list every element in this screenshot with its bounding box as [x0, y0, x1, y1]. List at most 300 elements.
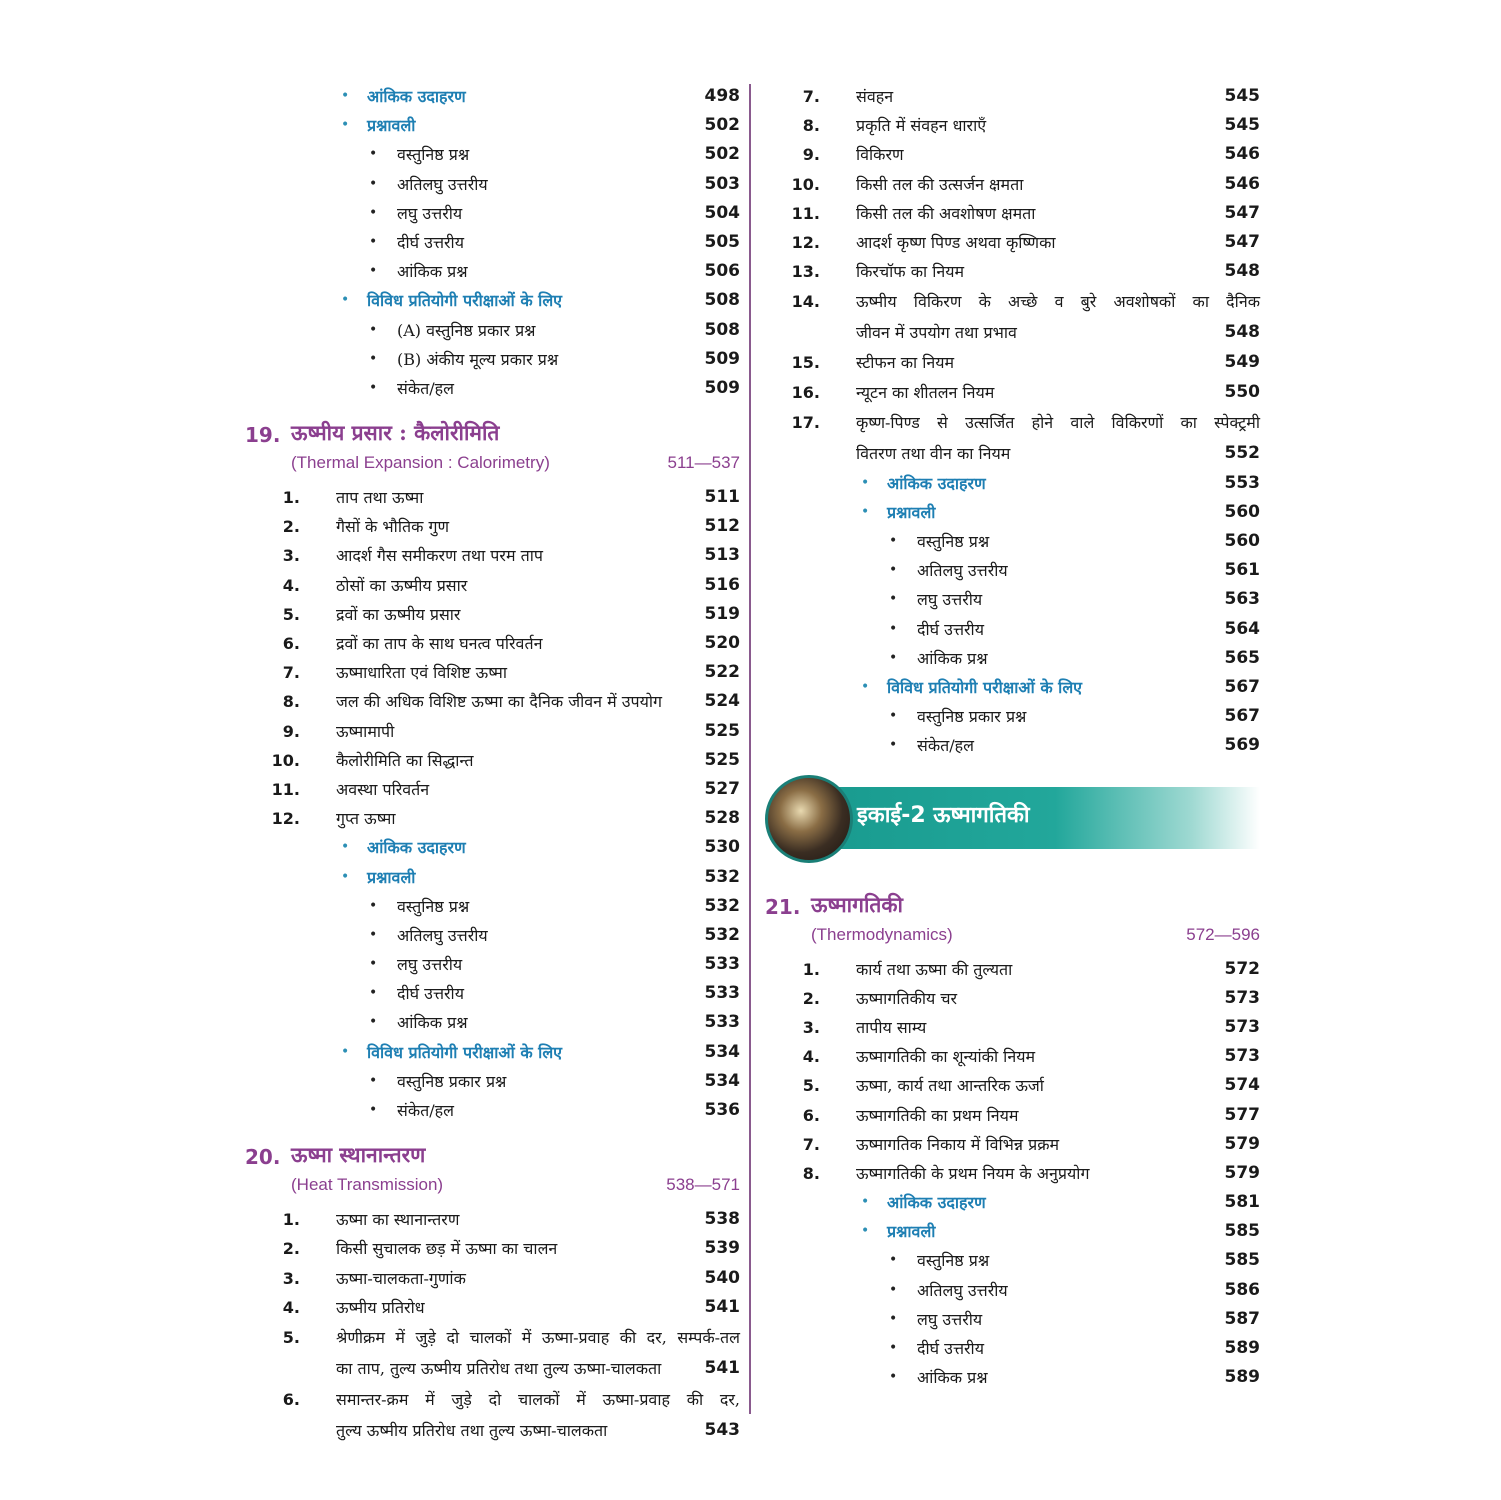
- chapter-title: ऊष्मा स्थानान्तरण: [291, 1142, 426, 1168]
- entry-number: 2.: [802, 988, 820, 1008]
- spacer: [245, 403, 740, 419]
- entry-page: 579: [1224, 1162, 1260, 1183]
- entry-title: कैलोरीमिति का सिद्धान्त: [336, 750, 474, 770]
- toc-entry[interactable]: [245, 1293, 740, 1322]
- toc-subitem[interactable]: [245, 257, 740, 286]
- toc-entry[interactable]: [765, 378, 1260, 407]
- entry-title-line2: का ताप, तुल्य ऊष्मीय प्रतिरोध तथा तुल्य ऊष्मा-चालकता: [336, 1358, 662, 1378]
- entry-number: 16.: [791, 382, 820, 402]
- entry-page: 546: [1224, 173, 1260, 194]
- bullet-icon: •: [889, 649, 898, 666]
- toc-subitem[interactable]: [765, 1246, 1260, 1275]
- entry-title: लघु उत्तरीय: [397, 955, 463, 975]
- entry-title: गैसों के भौतिक गुण: [336, 517, 450, 537]
- bullet-icon: •: [861, 1223, 870, 1240]
- entry-title: विविध प्रतियोगी परीक्षाओं के लिए: [887, 678, 1083, 697]
- entry-title: वस्तुनिष्ठ प्रश्न: [397, 896, 470, 916]
- entry-page: 564: [1224, 618, 1260, 639]
- entry-title: आंकिक उदाहरण: [367, 87, 466, 106]
- bullet-icon: •: [889, 533, 898, 550]
- entry-page: 560: [1224, 501, 1260, 522]
- entry-page: 525: [704, 720, 740, 741]
- toc-entry[interactable]: [765, 82, 1260, 111]
- entry-number: 17.: [791, 412, 820, 432]
- toc-entry[interactable]: [765, 111, 1260, 140]
- chapter-heading[interactable]: [765, 891, 1260, 955]
- bullet-icon: •: [369, 985, 378, 1002]
- entry-page: 577: [1224, 1104, 1260, 1125]
- entry-page: 541: [704, 1296, 740, 1317]
- entry-page: 534: [704, 1070, 740, 1091]
- entry-number: 5.: [802, 1076, 820, 1096]
- entry-page: 581: [1224, 1192, 1260, 1213]
- toc-entry[interactable]: [765, 140, 1260, 169]
- entry-title: द्रवों का ताप के साथ घनत्व परिवर्तन: [336, 634, 543, 653]
- entry-title: विविध प्रतियोगी परीक्षाओं के लिए: [367, 1042, 563, 1062]
- spacer: [765, 875, 1260, 891]
- entry-page: 550: [1224, 381, 1260, 402]
- chapter-page-range: 572—596: [1186, 924, 1260, 944]
- toc-entry[interactable]: [765, 1013, 1260, 1042]
- entry-title: दीर्घ उत्तरीय: [397, 984, 464, 1004]
- chapter-subtitle: (Thermodynamics): [811, 924, 953, 944]
- entry-page: 573: [1224, 1016, 1260, 1037]
- entry-number: 6.: [282, 1389, 300, 1409]
- bullet-icon: •: [369, 233, 378, 250]
- toc-entry[interactable]: [245, 717, 740, 746]
- entry-title: ऊष्मागतिकीय चर: [856, 988, 958, 1008]
- toc-subitem[interactable]: [765, 731, 1260, 760]
- entry-title-line1: ऊष्मीय विकिरण के अच्छे व बुरे अवशोषकों का दैनिक: [856, 292, 1260, 312]
- entry-page: 541: [704, 1357, 740, 1378]
- entry-page: 506: [704, 261, 740, 282]
- entry-page: 585: [1224, 1250, 1260, 1271]
- unit-title: इकाई-2 ऊष्मागतिकी: [857, 802, 1030, 828]
- entry-title: किसी सुचालक छड़ में ऊष्मा का चालन: [336, 1239, 558, 1259]
- entry-number: 7.: [282, 663, 300, 683]
- toc-subitem[interactable]: [765, 644, 1260, 673]
- entry-number: 2.: [282, 1239, 300, 1259]
- entry-page: 532: [704, 866, 740, 887]
- bullet-icon: •: [889, 591, 898, 608]
- bullet-icon: •: [369, 926, 378, 943]
- toc-entry[interactable]: [765, 407, 1260, 469]
- entry-title: आंकिक उदाहरण: [887, 1193, 986, 1213]
- entry-title: प्रश्नावली: [367, 116, 416, 136]
- bullet-icon: •: [369, 379, 378, 396]
- entry-number: 8.: [802, 1163, 820, 1183]
- entry-title: जल की अधिक विशिष्ट ऊष्मा का दैनिक जीवन में उपयोग: [336, 692, 663, 712]
- entry-title: लघु उत्तरीय: [917, 1309, 983, 1329]
- entry-number: 11.: [791, 203, 820, 223]
- toc-entry[interactable]: [245, 658, 740, 687]
- bullet-icon: •: [889, 737, 898, 754]
- entry-number: 11.: [271, 779, 300, 799]
- toc-entry[interactable]: [765, 228, 1260, 257]
- bullet-icon: •: [889, 708, 898, 725]
- entry-page: 552: [1224, 442, 1260, 463]
- entry-title: दीर्घ उत्तरीय: [917, 619, 984, 639]
- toc-entry[interactable]: [245, 629, 740, 658]
- toc-subitem[interactable]: [245, 950, 740, 979]
- entry-title: आदर्श गैस समीकरण तथा परम ताप: [336, 546, 543, 566]
- bullet-icon: •: [861, 474, 870, 491]
- entry-title-line1: समान्तर-क्रम में जुड़े दो चालकों में ऊष्मा-प्रवाह की दर,: [336, 1389, 740, 1409]
- entry-title: वस्तुनिष्ठ प्रकार प्रश्न: [917, 707, 1027, 727]
- entry-number: 3.: [282, 1268, 300, 1288]
- entry-title: अतिलघु उत्तरीय: [397, 174, 488, 194]
- entry-page: 530: [704, 837, 740, 858]
- entry-page: 498: [704, 86, 740, 106]
- toc-subitem[interactable]: [765, 702, 1260, 731]
- toc-subitem[interactable]: [765, 556, 1260, 585]
- entry-title: कार्य तथा ऊष्मा की तुल्यता: [856, 959, 1013, 979]
- entry-page: 509: [704, 377, 740, 398]
- toc-entry[interactable]: [245, 600, 740, 629]
- spacer: [245, 1125, 740, 1141]
- entry-title: दीर्घ उत्तरीय: [917, 1339, 984, 1358]
- entry-page: 539: [704, 1238, 740, 1259]
- bullet-icon: •: [369, 1102, 378, 1118]
- toc-entry[interactable]: [245, 775, 740, 804]
- entry-number: 7.: [802, 1134, 820, 1154]
- toc-entry[interactable]: [765, 1159, 1260, 1188]
- entry-title: ऊष्मागतिकी का शून्यांकी नियम: [856, 1047, 1036, 1067]
- toc-subitem[interactable]: [765, 1363, 1260, 1392]
- bullet-icon: •: [889, 1340, 898, 1356]
- entry-page: 533: [704, 954, 740, 975]
- bullet-icon: •: [861, 679, 870, 695]
- chapter-page-range: 538—571: [666, 1175, 740, 1195]
- entry-title: आंकिक उदाहरण: [367, 838, 466, 858]
- entry-page: 586: [1224, 1279, 1260, 1300]
- bullet-icon: •: [369, 1014, 378, 1031]
- toc-entry[interactable]: [765, 170, 1260, 199]
- entry-page: 533: [704, 1012, 740, 1033]
- bullet-icon: •: [369, 897, 378, 914]
- toc-subitem[interactable]: [245, 1096, 740, 1125]
- entry-page: 561: [1224, 560, 1260, 581]
- toc-entry[interactable]: [765, 199, 1260, 228]
- entry-title: संवहन: [856, 87, 894, 106]
- entry-title: द्रवों का ऊष्मीय प्रसार: [336, 604, 461, 624]
- entry-page: 546: [1224, 144, 1260, 165]
- toc-entry[interactable]: [765, 1101, 1260, 1130]
- entry-title: अतिलघु उत्तरीय: [917, 561, 1008, 581]
- entry-page: 532: [704, 895, 740, 916]
- bullet-icon: •: [341, 839, 350, 856]
- entry-title: विकिरण: [856, 145, 904, 165]
- entry-number: 9.: [802, 145, 820, 165]
- bullet-icon: •: [341, 1043, 350, 1060]
- entry-page: 513: [704, 545, 740, 566]
- entry-title: अतिलघु उत्तरीय: [397, 925, 488, 945]
- entry-page: 525: [704, 749, 740, 770]
- entry-number: 13.: [791, 262, 820, 282]
- entry-title: ऊष्मागतिक निकाय में विभिन्न प्रक्रम: [856, 1134, 1060, 1154]
- entry-number: 7.: [802, 87, 820, 106]
- chapter-title: ऊष्मीय प्रसार : कैलोरीमिति: [291, 420, 500, 446]
- toc-entry[interactable]: [245, 746, 740, 775]
- entry-page: 585: [1224, 1221, 1260, 1242]
- chapter-number: 20.: [245, 1145, 281, 1170]
- toc-subitem[interactable]: [765, 1276, 1260, 1305]
- entry-title: संकेत/हल: [397, 1101, 454, 1120]
- entry-page: 545: [1224, 86, 1260, 106]
- toc-entry[interactable]: [245, 1205, 740, 1234]
- entry-page: 504: [704, 202, 740, 223]
- toc-entry[interactable]: [245, 1384, 740, 1446]
- toc-entry[interactable]: [245, 1264, 740, 1293]
- toc-right-column: [765, 82, 1260, 1392]
- entry-page: 505: [704, 231, 740, 252]
- entry-page: 527: [704, 778, 740, 799]
- toc-entry[interactable]: [765, 1071, 1260, 1100]
- entry-page: 567: [1224, 706, 1260, 727]
- entry-title: प्रश्नावली: [887, 1222, 936, 1242]
- entry-page: 548: [1224, 261, 1260, 282]
- toc-left-column: [245, 82, 740, 1446]
- entry-title: प्रश्नावली: [367, 867, 416, 887]
- entry-page: 508: [704, 290, 740, 311]
- chapter-page-range: 511—537: [667, 453, 740, 473]
- entry-title: ऊष्मा-चालकता-गुणांक: [336, 1268, 466, 1288]
- toc-entry[interactable]: [245, 483, 740, 512]
- entry-number: 5.: [282, 1327, 300, 1347]
- entry-number: 8.: [282, 692, 300, 712]
- entry-title: ऊष्मामापी: [336, 721, 395, 741]
- entry-title: वस्तुनिष्ठ प्रश्न: [917, 1251, 990, 1271]
- bullet-icon: •: [369, 204, 378, 221]
- entry-page: 589: [1224, 1367, 1260, 1388]
- chapter-subtitle: (Thermal Expansion : Calorimetry): [291, 453, 550, 473]
- entry-page: 572: [1224, 958, 1260, 979]
- toc-subitem[interactable]: [765, 527, 1260, 556]
- chapter-number: 19.: [245, 423, 281, 448]
- entry-title: आंकिक प्रश्न: [917, 1368, 988, 1388]
- chapter-heading[interactable]: [245, 1141, 740, 1205]
- toc-subitem[interactable]: [245, 979, 740, 1008]
- entry-title: वस्तुनिष्ठ प्रश्न: [917, 532, 990, 552]
- toc-subitem[interactable]: [245, 1067, 740, 1096]
- entry-title: आंकिक उदाहरण: [887, 473, 986, 493]
- column-divider: [749, 84, 751, 1414]
- entry-page: 547: [1224, 231, 1260, 252]
- bullet-icon: •: [369, 1072, 378, 1089]
- entry-page: 543: [704, 1419, 740, 1440]
- toc-subitem[interactable]: [245, 892, 740, 921]
- entry-page: 545: [1224, 115, 1260, 136]
- entry-number: 10.: [271, 750, 300, 770]
- toc-entry[interactable]: [765, 984, 1260, 1013]
- entry-title: गुप्त ऊष्मा: [336, 809, 396, 829]
- bullet-icon: •: [861, 503, 870, 520]
- bullet-icon: •: [889, 1310, 898, 1327]
- bullet-icon: •: [341, 88, 350, 104]
- entry-number: 1.: [282, 1210, 300, 1230]
- entry-title: वस्तुनिष्ठ प्रश्न: [397, 145, 470, 165]
- entry-title-line2: तुल्य ऊष्मीय प्रतिरोध तथा तुल्य ऊष्मा-चालकता: [336, 1420, 608, 1440]
- entry-title: ऊष्मा, कार्य तथा आन्तरिक ऊर्जा: [856, 1076, 1044, 1096]
- entry-page: 540: [704, 1267, 740, 1288]
- entry-title: ताप तथा ऊष्मा: [336, 488, 424, 508]
- entry-title: आंकिक प्रश्न: [397, 262, 468, 282]
- toc-subitem[interactable]: [245, 921, 740, 950]
- bullet-icon: •: [369, 146, 378, 163]
- entry-title: किरचॉफ का नियम: [856, 262, 965, 282]
- entry-page: 587: [1224, 1308, 1260, 1329]
- entry-page: 524: [704, 691, 740, 712]
- entry-page: 528: [704, 808, 740, 829]
- toc-entry[interactable]: [765, 1130, 1260, 1159]
- entry-title: ऊष्मा का स्थानान्तरण: [336, 1210, 460, 1230]
- toc-entry[interactable]: [765, 1042, 1260, 1071]
- entry-number: 4.: [802, 1047, 820, 1067]
- bullet-icon: •: [369, 263, 378, 280]
- entry-title: न्यूटन का शीतलन नियम: [856, 382, 995, 402]
- entry-page: 536: [704, 1100, 740, 1120]
- bullet-icon: •: [369, 321, 378, 338]
- toc-subitem[interactable]: [245, 316, 740, 345]
- entry-page: 511: [704, 487, 740, 508]
- entry-number: 2.: [282, 517, 300, 537]
- entry-page: 589: [1224, 1338, 1260, 1358]
- toc-entry[interactable]: [245, 571, 740, 600]
- entry-title: लघु उत्तरीय: [397, 203, 463, 223]
- entry-page: 519: [704, 603, 740, 624]
- toc-subsection[interactable]: [765, 673, 1260, 702]
- entry-number: 1.: [802, 959, 820, 979]
- bullet-icon: •: [341, 292, 350, 309]
- entry-title: किसी तल की उत्सर्जन क्षमता: [856, 174, 1024, 194]
- toc-entry[interactable]: [245, 512, 740, 541]
- entry-page: 509: [704, 348, 740, 369]
- bullet-icon: •: [889, 1252, 898, 1269]
- entry-title: ठोसों का ऊष्मीय प्रसार: [336, 575, 468, 595]
- entry-page: 549: [1224, 352, 1260, 373]
- toc-subsection[interactable]: [245, 863, 740, 892]
- entry-title: ऊष्मागतिकी के प्रथम नियम के अनुप्रयोग: [856, 1163, 1090, 1183]
- toc-entry[interactable]: [765, 348, 1260, 377]
- entry-title: ऊष्मागतिकी का प्रथम नियम: [856, 1105, 1019, 1125]
- toc-subitem[interactable]: [245, 1008, 740, 1037]
- toc-entry[interactable]: [245, 687, 740, 716]
- bullet-icon: •: [341, 868, 350, 885]
- entry-title-line1: श्रेणीक्रम में जुड़े दो चालकों में ऊष्मा-प्रवाह की दर, सम्पर्क-तल: [336, 1327, 740, 1347]
- toc-subitem[interactable]: [245, 170, 740, 199]
- entry-title-line2: वितरण तथा वीन का नियम: [856, 443, 1011, 463]
- toc-subitem[interactable]: [245, 140, 740, 169]
- toc-subitem[interactable]: [765, 585, 1260, 614]
- toc-subitem[interactable]: [765, 1305, 1260, 1334]
- entry-number: 12.: [791, 232, 820, 252]
- entry-page: 522: [704, 662, 740, 683]
- toc-subsection[interactable]: [765, 1217, 1260, 1246]
- entry-number: 6.: [282, 634, 300, 653]
- entry-title: विविध प्रतियोगी परीक्षाओं के लिए: [367, 291, 563, 311]
- entry-title: वस्तुनिष्ठ प्रकार प्रश्न: [397, 1071, 507, 1091]
- entry-page: 508: [704, 319, 740, 340]
- toc-subsection[interactable]: [765, 469, 1260, 498]
- toc-entry[interactable]: [765, 257, 1260, 286]
- entry-page: 565: [1224, 647, 1260, 668]
- toc-subsection[interactable]: [245, 833, 740, 862]
- toc-entry[interactable]: [765, 286, 1260, 348]
- entry-number: 15.: [791, 353, 820, 373]
- entry-page: 538: [704, 1209, 740, 1230]
- entry-page: 574: [1224, 1075, 1260, 1096]
- toc-subitem[interactable]: [245, 228, 740, 257]
- toc-subsection[interactable]: [245, 82, 740, 111]
- entry-title: किसी तल की अवशोषण क्षमता: [856, 203, 1036, 223]
- entry-page: 548: [1224, 322, 1260, 343]
- bullet-icon: •: [341, 117, 350, 134]
- bullet-icon: •: [369, 350, 378, 367]
- toc-subsection[interactable]: [245, 1038, 740, 1067]
- entry-page: 567: [1224, 677, 1260, 697]
- entry-title: अतिलघु उत्तरीय: [917, 1280, 1008, 1300]
- toc-subsection[interactable]: [765, 1188, 1260, 1217]
- entry-title: स्टीफन का नियम: [856, 353, 955, 373]
- toc-subitem[interactable]: [245, 374, 740, 403]
- entry-number: 6.: [802, 1105, 820, 1125]
- chapter-title: ऊष्मागतिकी: [811, 891, 903, 917]
- chapter-heading[interactable]: [245, 419, 740, 483]
- entry-page: 553: [1224, 472, 1260, 493]
- entry-title-line2: जीवन में उपयोग तथा प्रभाव: [856, 323, 1017, 343]
- toc-subitem[interactable]: [245, 199, 740, 228]
- toc-entry[interactable]: [245, 541, 740, 570]
- bullet-icon: •: [889, 1369, 898, 1386]
- entry-page: 573: [1224, 987, 1260, 1008]
- bullet-icon: •: [861, 1194, 870, 1211]
- entry-number: 12.: [271, 809, 300, 829]
- toc-subitem[interactable]: [765, 1334, 1260, 1363]
- bullet-icon: •: [889, 1281, 898, 1298]
- toc-subsection[interactable]: [245, 286, 740, 315]
- entry-page: 520: [704, 633, 740, 653]
- toc-subitem[interactable]: [765, 615, 1260, 644]
- entry-number: 3.: [802, 1017, 820, 1037]
- toc-entry[interactable]: [245, 1322, 740, 1384]
- entry-title: ऊष्माधारिता एवं विशिष्ट ऊष्मा: [336, 663, 508, 683]
- entry-number: 9.: [282, 721, 300, 741]
- toc-subsection[interactable]: [765, 498, 1260, 527]
- entry-title: संकेत/हल: [917, 736, 974, 756]
- toc-subsection[interactable]: [245, 111, 740, 140]
- toc-subitem[interactable]: [245, 345, 740, 374]
- entry-number: 8.: [802, 116, 820, 136]
- entry-number: 10.: [791, 174, 820, 194]
- entry-page: 563: [1224, 589, 1260, 610]
- toc-entry[interactable]: [765, 955, 1260, 984]
- bullet-icon: •: [889, 562, 898, 579]
- entry-page: 502: [704, 115, 740, 136]
- entry-title: ऊष्मीय प्रतिरोध: [336, 1297, 425, 1317]
- toc-entry[interactable]: [245, 1234, 740, 1263]
- bullet-icon: •: [889, 620, 898, 637]
- entry-title: प्रश्नावली: [887, 502, 936, 522]
- entry-title: आंकिक प्रश्न: [917, 648, 988, 668]
- entry-page: 547: [1224, 202, 1260, 223]
- entry-title: (A) वस्तुनिष्ठ प्रकार प्रश्न: [397, 320, 536, 340]
- entry-page: 560: [1224, 531, 1260, 552]
- toc-entry[interactable]: [245, 804, 740, 833]
- entry-page: 579: [1224, 1133, 1260, 1154]
- entry-title-line1: कृष्ण-पिण्ड से उत्सर्जित होने वाले विकिरणों का स्पेक्ट्रमी: [856, 412, 1260, 432]
- entry-page: 573: [1224, 1046, 1260, 1067]
- unit-banner: [765, 775, 1260, 855]
